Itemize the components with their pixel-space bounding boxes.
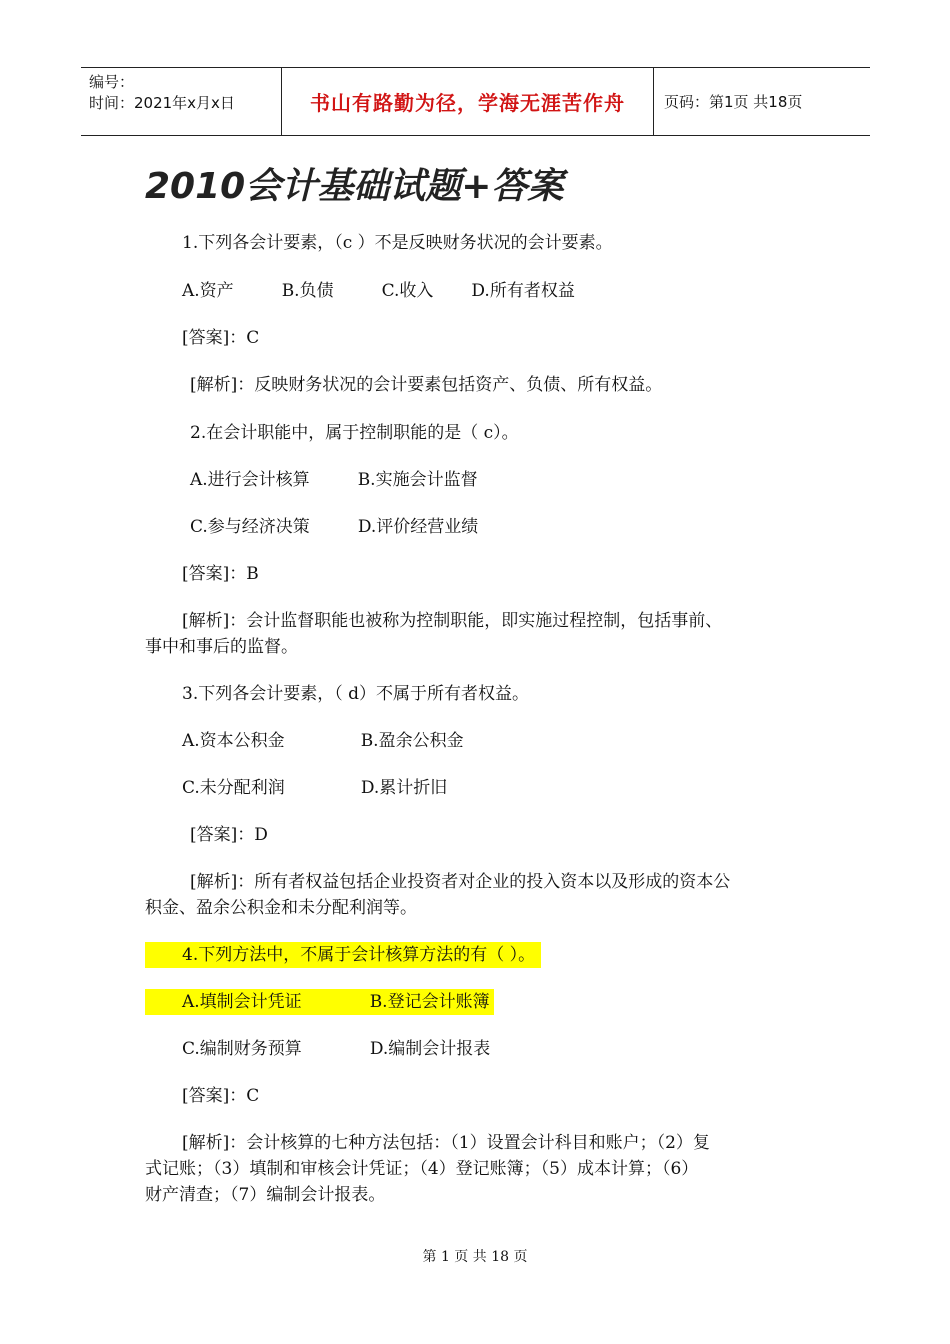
q1-option-d: D.所有者权益 (471, 281, 575, 301)
q4-question: 4.下列方法中，不属于会计核算方法的有（ ）。 (145, 942, 541, 968)
q2-options-row2 (190, 514, 478, 540)
q3-analysis-line1: [解析]：所有者权益包括企业投资者对企业的投入资本以及形成的资本公 (190, 872, 731, 892)
q3-option-b: B.盈余公积金 (360, 731, 464, 751)
header-motto: 书山有路勤为径，学海无涯苦作舟 (281, 68, 654, 135)
document-header (81, 67, 870, 136)
q2-question: 2.在会计职能中，属于控制职能的是（ c）。 (190, 423, 519, 443)
q1-option-c: C.收入 (381, 281, 434, 301)
page-footer: 第 1 页 共 18 页 (422, 1249, 528, 1265)
q4-options-row1 (145, 989, 494, 1015)
q3-option-d: D.累计折旧 (360, 778, 448, 798)
q1-question: 1.下列各会计要素，（c ）不是反映财务状况的会计要素。 (182, 233, 613, 253)
q3-option-c: C.未分配利润 (182, 778, 285, 798)
q2-answer: [答案]：B (182, 564, 259, 584)
header-number: 编号： (89, 73, 135, 91)
q2-option-a: A.进行会计核算 (190, 470, 310, 490)
q4-answer: [答案]：C (182, 1086, 260, 1106)
q1-option-a: A.资产 (182, 281, 234, 301)
q3-options-row1 (182, 728, 464, 754)
q4-option-a: A.填制会计凭证 (182, 992, 302, 1012)
q4-analysis-line1: [解析]：会计核算的七种方法包括：（1）设置会计科目和账户；（2）复 (182, 1133, 710, 1153)
q1-option-b: B.负债 (281, 281, 334, 301)
q4-option-c: C.编制财务预算 (182, 1039, 302, 1059)
q1-answer: [答案]：C (182, 328, 260, 348)
q4-options-row2 (182, 1036, 490, 1062)
q2-option-d: D.评价经营业绩 (357, 517, 479, 537)
q1-options (182, 278, 575, 304)
q3-question: 3.下列各会计要素，（ d）不属于所有者权益。 (182, 684, 530, 704)
q3-analysis-line2: 积金、盈余公积金和未分配利润等。 (145, 898, 417, 918)
q1-analysis: [解析]：反映财务状况的会计要素包括资产、负债、所有权益。 (190, 375, 663, 395)
q4-option-d: D.编制会计报表 (369, 1039, 491, 1059)
q2-analysis-line1: [解析]：会计监督职能也被称为控制职能，即实施过程控制，包括事前、 (182, 611, 723, 631)
q2-analysis-line2: 事中和事后的监督。 (145, 637, 298, 657)
document-title: 2010会计基础试题+答案 (145, 166, 564, 207)
q2-option-c: C.参与经济决策 (190, 517, 310, 537)
header-time: 时间：2021年x月x日 (89, 94, 235, 112)
q2-option-b: B.实施会计监督 (357, 470, 478, 490)
q3-options-row2 (182, 775, 447, 801)
q3-option-a: A.资本公积金 (182, 731, 285, 751)
q2-options-row1 (190, 467, 478, 493)
q4-analysis-line3: 财产清查；（7）编制会计报表。 (145, 1185, 386, 1205)
q4-option-b: B.登记会计账簿 (369, 992, 490, 1012)
header-page-info: 页码：第1页 共18页 (664, 93, 803, 111)
header-meta (81, 68, 281, 135)
q4-analysis-line2: 式记账；（3）填制和审核会计凭证；（4）登记账簿；（5）成本计算；（6） (145, 1159, 699, 1179)
q3-answer: [答案]：D (190, 825, 268, 845)
